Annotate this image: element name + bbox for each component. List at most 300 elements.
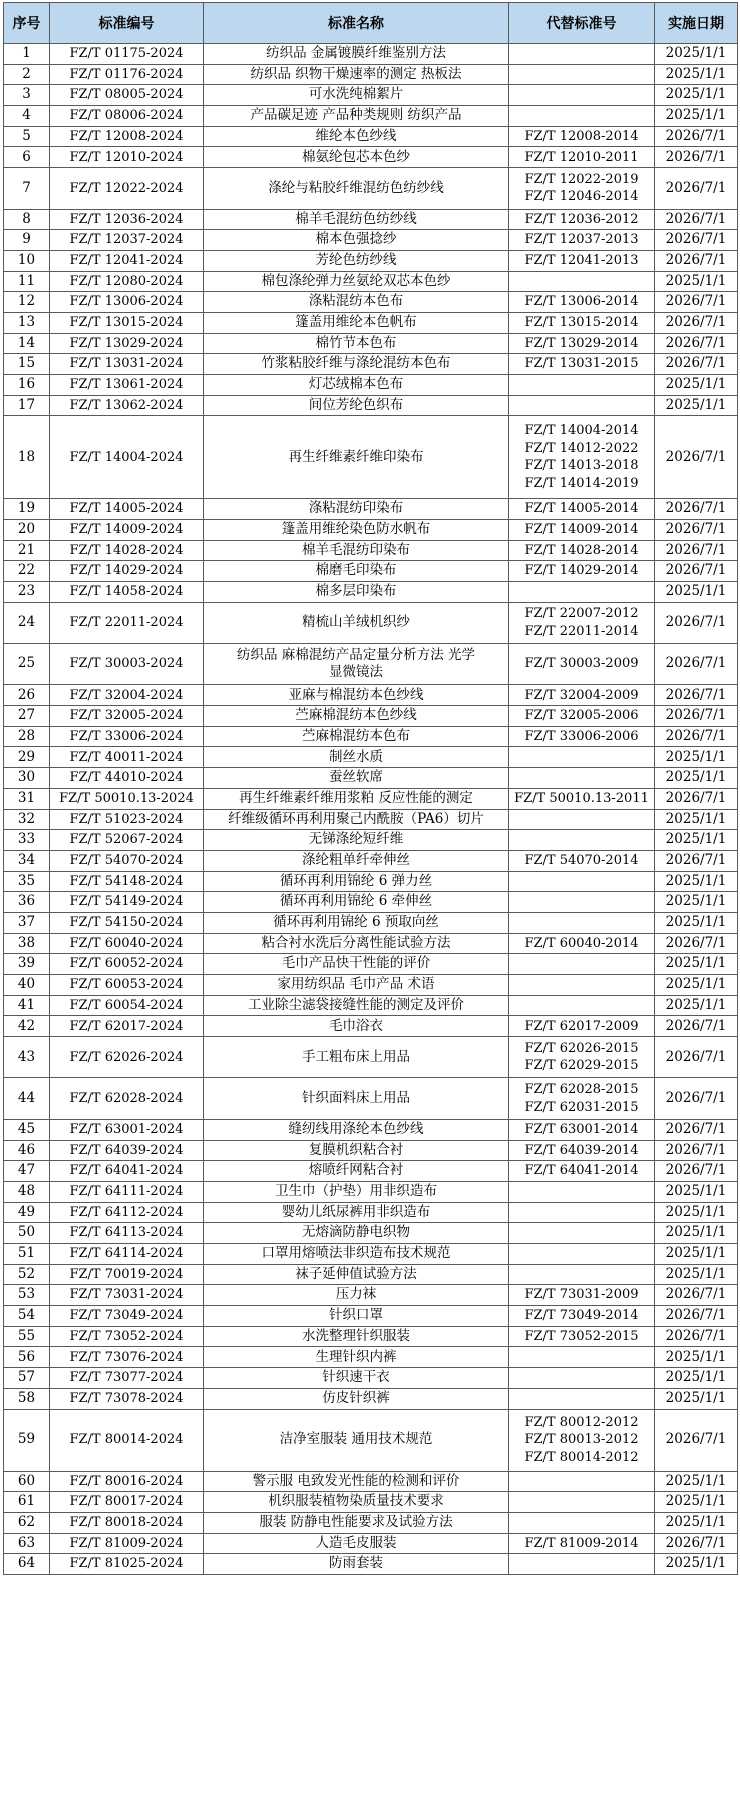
table-row [4,850,738,871]
header-standard-code: 标准编号 [50,3,204,44]
replaced-standard-code: FZ/T 73031-2009 [524,1287,639,1303]
row-serial-number: 62 [4,1512,50,1533]
row-serial-number: 40 [4,975,50,996]
row-implementation-date: 2026/7/1 [655,850,738,871]
row-standard-name: 复膜机织粘合衬 [204,1140,509,1161]
row-replaced-standard [509,250,655,271]
row-implementation-date: 2025/1/1 [655,1554,738,1575]
row-standard-name: 制丝水质 [204,747,509,768]
row-replaced-standard [509,768,655,789]
row-standard-name: 再生纤维素纤维用浆粕 反应性能的测定 [204,788,509,809]
replaced-standard-code: FZ/T 14014-2019 [524,475,639,491]
row-standard-code: FZ/T 64112-2024 [50,1202,204,1223]
row-replaced-standard [509,1202,655,1223]
table-row [4,1306,738,1327]
table-row [4,954,738,975]
row-standard-name: 篷盖用维纶染色防水帆布 [204,519,509,540]
row-standard-name: 压力袜 [204,1285,509,1306]
row-standard-name: 维纶本色纱线 [204,126,509,147]
row-standard-code: FZ/T 60054-2024 [50,995,204,1016]
table-row [4,788,738,809]
table-row [4,375,738,396]
row-replaced-standard [509,850,655,871]
row-replaced-standard [509,830,655,851]
table-row [4,1244,738,1265]
row-serial-number: 42 [4,1016,50,1037]
row-standard-name: 针织口罩 [204,1306,509,1327]
table-row [4,1533,738,1554]
row-serial-number: 41 [4,995,50,1016]
table-row [4,892,738,913]
row-standard-name: 手工粗布床上用品 [204,1037,509,1078]
replaced-standard-code: FZ/T 14028-2014 [524,542,639,558]
table-row [4,44,738,65]
row-standard-code: FZ/T 80016-2024 [50,1471,204,1492]
row-standard-name: 棉多层印染布 [204,581,509,602]
row-standard-name: 机织服装植物染质量技术要求 [204,1492,509,1513]
row-serial-number: 13 [4,312,50,333]
table-row [4,602,738,643]
row-standard-name: 灯芯绒棉本色布 [204,375,509,396]
standard-name-line: 纺织品 麻棉混纺产品定量分析方法 光学 [236,646,476,663]
row-implementation-date: 2026/7/1 [655,685,738,706]
table-row [4,168,738,209]
row-standard-name: 婴幼儿纸尿裤用非织造布 [204,1202,509,1223]
table-row [4,995,738,1016]
row-serial-number: 33 [4,830,50,851]
row-standard-name: 苎麻棉混纺本色纱线 [204,706,509,727]
replaced-standard-code: FZ/T 64039-2014 [524,1142,639,1158]
row-replaced-standard [509,147,655,168]
replaced-standard-code: FZ/T 80013-2012 [524,1432,639,1448]
row-implementation-date: 2025/1/1 [655,271,738,292]
table-row [4,1512,738,1533]
row-serial-number: 3 [4,85,50,106]
row-replaced-standard [509,1326,655,1347]
row-serial-number: 22 [4,561,50,582]
row-serial-number: 18 [4,416,50,499]
row-serial-number: 57 [4,1368,50,1389]
row-serial-number: 12 [4,292,50,313]
row-serial-number: 8 [4,209,50,230]
table-row [4,540,738,561]
row-replaced-standard [509,292,655,313]
row-replaced-standard [509,1016,655,1037]
row-serial-number: 61 [4,1492,50,1513]
row-implementation-date: 2026/7/1 [655,126,738,147]
row-implementation-date: 2026/7/1 [655,1306,738,1327]
replaced-standard-code: FZ/T 62026-2015 [524,1040,639,1056]
row-replaced-standard [509,168,655,209]
row-standard-name: 警示服 电致发光性能的检测和评价 [204,1471,509,1492]
row-standard-name: 纤维级循环再利用聚己内酰胺（PA6）切片 [204,809,509,830]
row-replaced-standard [509,975,655,996]
row-standard-name: 棉包涤纶弹力丝氨纶双芯本色纱 [204,271,509,292]
row-implementation-date: 2025/1/1 [655,995,738,1016]
row-replaced-standard [509,912,655,933]
row-serial-number: 60 [4,1471,50,1492]
row-standard-name: 间位芳纶色织布 [204,395,509,416]
row-standard-code: FZ/T 60052-2024 [50,954,204,975]
row-implementation-date: 2025/1/1 [655,1512,738,1533]
row-standard-name: 卫生巾（护垫）用非织造布 [204,1181,509,1202]
table-row [4,912,738,933]
row-serial-number: 52 [4,1264,50,1285]
row-standard-name: 针织速干衣 [204,1368,509,1389]
row-standard-code: FZ/T 13006-2024 [50,292,204,313]
row-implementation-date: 2026/7/1 [655,644,738,685]
row-standard-code: FZ/T 08005-2024 [50,85,204,106]
row-standard-code: FZ/T 22011-2024 [50,602,204,643]
row-standard-code: FZ/T 51023-2024 [50,809,204,830]
row-implementation-date: 2025/1/1 [655,871,738,892]
row-implementation-date: 2026/7/1 [655,1326,738,1347]
standards-table [3,2,738,1575]
row-replaced-standard [509,1078,655,1119]
row-serial-number: 54 [4,1306,50,1327]
replaced-standard-code: FZ/T 30003-2009 [524,656,639,672]
row-serial-number: 44 [4,1078,50,1119]
row-replaced-standard [509,1140,655,1161]
row-implementation-date: 2026/7/1 [655,230,738,251]
row-standard-name: 蚕丝软席 [204,768,509,789]
row-standard-code: FZ/T 40011-2024 [50,747,204,768]
row-standard-name: 涤纶粗单纤牵伸丝 [204,850,509,871]
row-replaced-standard [509,44,655,65]
row-implementation-date: 2025/1/1 [655,912,738,933]
row-replaced-standard [509,685,655,706]
row-standard-name: 纺织品 织物干燥速率的测定 热板法 [204,64,509,85]
replaced-standard-code: FZ/T 13029-2014 [524,335,639,351]
row-serial-number: 46 [4,1140,50,1161]
row-standard-code: FZ/T 13015-2024 [50,312,204,333]
table-row [4,106,738,127]
row-serial-number: 20 [4,519,50,540]
row-standard-name: 防雨套装 [204,1554,509,1575]
table-row [4,1471,738,1492]
table-row [4,230,738,251]
row-standard-code: FZ/T 64111-2024 [50,1181,204,1202]
row-standard-code: FZ/T 64113-2024 [50,1223,204,1244]
header-serial-number: 序号 [4,3,50,44]
replaced-standard-code: FZ/T 32005-2006 [524,708,639,724]
row-standard-code: FZ/T 60053-2024 [50,975,204,996]
row-standard-code: FZ/T 54149-2024 [50,892,204,913]
row-standard-code: FZ/T 12010-2024 [50,147,204,168]
row-standard-code: FZ/T 44010-2024 [50,768,204,789]
row-replaced-standard [509,230,655,251]
row-implementation-date: 2025/1/1 [655,768,738,789]
row-serial-number: 47 [4,1161,50,1182]
row-implementation-date: 2026/7/1 [655,1409,738,1471]
replaced-standard-code: FZ/T 81009-2014 [524,1535,639,1551]
row-replaced-standard [509,271,655,292]
row-serial-number: 11 [4,271,50,292]
header-implementation-date: 实施日期 [655,3,738,44]
row-implementation-date: 2026/7/1 [655,561,738,582]
row-implementation-date: 2026/7/1 [655,354,738,375]
table-row [4,1326,738,1347]
replaced-standard-code: FZ/T 64041-2014 [524,1163,639,1179]
header-replaced-standard: 代替标准号 [509,3,655,44]
row-implementation-date: 2025/1/1 [655,1223,738,1244]
row-implementation-date: 2025/1/1 [655,1471,738,1492]
row-serial-number: 5 [4,126,50,147]
row-standard-name: 可水洗纯棉絮片 [204,85,509,106]
row-standard-name: 服装 防静电性能要求及试验方法 [204,1512,509,1533]
row-serial-number: 17 [4,395,50,416]
table-row [4,292,738,313]
row-serial-number: 6 [4,147,50,168]
row-serial-number: 58 [4,1388,50,1409]
row-replaced-standard [509,519,655,540]
row-implementation-date: 2026/7/1 [655,168,738,209]
row-implementation-date: 2025/1/1 [655,375,738,396]
table-row [4,726,738,747]
table-row [4,147,738,168]
row-implementation-date: 2026/7/1 [655,1119,738,1140]
table-row [4,809,738,830]
table-row [4,126,738,147]
table-row [4,1140,738,1161]
row-implementation-date: 2026/7/1 [655,147,738,168]
table-row [4,1161,738,1182]
row-serial-number: 53 [4,1285,50,1306]
row-replaced-standard [509,1533,655,1554]
row-replaced-standard [509,1037,655,1078]
row-replaced-standard [509,354,655,375]
row-standard-name: 毛巾产品快干性能的评价 [204,954,509,975]
row-implementation-date: 2026/7/1 [655,250,738,271]
row-replaced-standard [509,416,655,499]
row-standard-code: FZ/T 14004-2024 [50,416,204,499]
row-standard-code: FZ/T 12041-2024 [50,250,204,271]
row-standard-name: 人造毛皮服装 [204,1533,509,1554]
table-row [4,312,738,333]
table-row [4,644,738,685]
row-implementation-date: 2025/1/1 [655,1388,738,1409]
row-standard-code: FZ/T 60040-2024 [50,933,204,954]
replaced-standard-code: FZ/T 62028-2015 [524,1082,639,1098]
row-replaced-standard [509,1181,655,1202]
replaced-standard-code: FZ/T 14012-2022 [524,440,639,456]
row-standard-name: 棉本色强捻纱 [204,230,509,251]
row-replaced-standard [509,809,655,830]
row-standard-name: 再生纤维素纤维印染布 [204,416,509,499]
row-standard-code: FZ/T 54148-2024 [50,871,204,892]
row-serial-number: 51 [4,1244,50,1265]
row-standard-code: FZ/T 63001-2024 [50,1119,204,1140]
row-standard-code: FZ/T 13061-2024 [50,375,204,396]
replaced-standard-code: FZ/T 50010.13-2011 [514,790,649,806]
row-standard-code: FZ/T 12022-2024 [50,168,204,209]
row-standard-name: 精梳山羊绒机织纱 [204,602,509,643]
row-standard-name: 仿皮针织裤 [204,1388,509,1409]
replaced-standard-code: FZ/T 80014-2012 [524,1449,639,1465]
row-standard-name [204,644,509,685]
row-implementation-date: 2025/1/1 [655,1181,738,1202]
row-replaced-standard [509,1161,655,1182]
row-standard-code: FZ/T 52067-2024 [50,830,204,851]
row-replaced-standard [509,561,655,582]
row-implementation-date: 2026/7/1 [655,602,738,643]
row-implementation-date: 2026/7/1 [655,1140,738,1161]
table-row [4,1368,738,1389]
row-standard-code: FZ/T 12036-2024 [50,209,204,230]
row-standard-name: 棉羊毛混纺印染布 [204,540,509,561]
row-standard-name: 纺织品 金属镀膜纤维鉴别方法 [204,44,509,65]
row-replaced-standard [509,1119,655,1140]
row-standard-name: 棉氨纶包芯本色纱 [204,147,509,168]
row-standard-name: 篷盖用维纶本色帆布 [204,312,509,333]
row-standard-name: 口罩用熔喷法非织造布技术规范 [204,1244,509,1265]
row-standard-code: FZ/T 14058-2024 [50,581,204,602]
row-serial-number: 15 [4,354,50,375]
header-row [4,3,738,44]
row-implementation-date: 2025/1/1 [655,64,738,85]
row-replaced-standard [509,395,655,416]
row-implementation-date: 2026/7/1 [655,416,738,499]
row-replaced-standard [509,644,655,685]
row-serial-number: 26 [4,685,50,706]
row-standard-code: FZ/T 32005-2024 [50,706,204,727]
table-row [4,581,738,602]
row-standard-code: FZ/T 73049-2024 [50,1306,204,1327]
replaced-standard-code: FZ/T 14005-2014 [524,501,639,517]
replaced-standard-code: FZ/T 33006-2006 [524,728,639,744]
row-standard-name: 芳纶色纺纱线 [204,250,509,271]
row-standard-name: 循环再利用锦纶 6 牵伸丝 [204,892,509,913]
replaced-standard-code: FZ/T 13006-2014 [524,294,639,310]
replaced-standard-code: FZ/T 12010-2011 [524,149,639,165]
row-standard-name: 熔喷纤网粘合衬 [204,1161,509,1182]
table-row [4,747,738,768]
row-standard-code: FZ/T 80017-2024 [50,1492,204,1513]
row-implementation-date: 2026/7/1 [655,333,738,354]
row-implementation-date: 2026/7/1 [655,499,738,520]
row-standard-name: 生理针织内裤 [204,1347,509,1368]
row-replaced-standard [509,747,655,768]
replaced-standard-code: FZ/T 73052-2015 [524,1328,639,1344]
row-serial-number: 55 [4,1326,50,1347]
row-serial-number: 10 [4,250,50,271]
row-serial-number: 7 [4,168,50,209]
replaced-standard-code: FZ/T 14029-2014 [524,563,639,579]
row-standard-name: 针织面料床上用品 [204,1078,509,1119]
table-row [4,354,738,375]
table-row [4,830,738,851]
row-standard-name: 涤粘混纺印染布 [204,499,509,520]
row-serial-number: 24 [4,602,50,643]
table-row [4,85,738,106]
table-row [4,64,738,85]
table-row [4,1554,738,1575]
row-replaced-standard [509,333,655,354]
row-serial-number: 23 [4,581,50,602]
row-standard-code: FZ/T 50010.13-2024 [50,788,204,809]
row-serial-number: 32 [4,809,50,830]
row-implementation-date: 2025/1/1 [655,85,738,106]
row-standard-name: 涤粘混纺本色布 [204,292,509,313]
replaced-standard-code: FZ/T 62031-2015 [524,1099,639,1115]
replaced-standard-code: FZ/T 13031-2015 [524,356,639,372]
row-standard-code: FZ/T 14005-2024 [50,499,204,520]
row-implementation-date: 2025/1/1 [655,747,738,768]
row-serial-number: 45 [4,1119,50,1140]
row-implementation-date: 2025/1/1 [655,975,738,996]
row-standard-name: 涤纶与粘胶纤维混纺色纺纱线 [204,168,509,209]
row-replaced-standard [509,995,655,1016]
row-serial-number: 39 [4,954,50,975]
row-standard-name: 循环再利用锦纶 6 弹力丝 [204,871,509,892]
row-standard-code: FZ/T 73076-2024 [50,1347,204,1368]
row-implementation-date: 2026/7/1 [655,706,738,727]
row-standard-name: 棉竹节本色布 [204,333,509,354]
row-serial-number: 37 [4,912,50,933]
row-standard-code: FZ/T 80018-2024 [50,1512,204,1533]
table-row [4,519,738,540]
row-replaced-standard [509,1388,655,1409]
row-standard-code: FZ/T 64041-2024 [50,1161,204,1182]
row-standard-name: 棉羊毛混纺色纺纱线 [204,209,509,230]
row-standard-code: FZ/T 70019-2024 [50,1264,204,1285]
row-serial-number: 9 [4,230,50,251]
row-standard-code: FZ/T 14029-2024 [50,561,204,582]
row-standard-name: 粘合衬水洗后分离性能试验方法 [204,933,509,954]
row-implementation-date: 2025/1/1 [655,106,738,127]
replaced-standard-code: FZ/T 14004-2014 [524,423,639,439]
replaced-standard-code: FZ/T 12041-2013 [524,252,639,268]
row-implementation-date: 2025/1/1 [655,1264,738,1285]
row-standard-code: FZ/T 01175-2024 [50,44,204,65]
replaced-standard-code: FZ/T 14013-2018 [524,458,639,474]
row-replaced-standard [509,1223,655,1244]
row-standard-code: FZ/T 12008-2024 [50,126,204,147]
row-implementation-date: 2025/1/1 [655,1202,738,1223]
replaced-standard-code: FZ/T 12008-2014 [524,128,639,144]
replaced-standard-code: FZ/T 73049-2014 [524,1308,639,1324]
row-replaced-standard [509,726,655,747]
row-serial-number: 25 [4,644,50,685]
row-implementation-date: 2026/7/1 [655,312,738,333]
row-standard-code: FZ/T 08006-2024 [50,106,204,127]
row-serial-number: 2 [4,64,50,85]
row-implementation-date: 2026/7/1 [655,209,738,230]
row-serial-number: 35 [4,871,50,892]
row-serial-number: 64 [4,1554,50,1575]
row-replaced-standard [509,1285,655,1306]
row-serial-number: 29 [4,747,50,768]
row-serial-number: 49 [4,1202,50,1223]
row-replaced-standard [509,540,655,561]
table-row [4,975,738,996]
row-implementation-date: 2025/1/1 [655,581,738,602]
replaced-standard-code: FZ/T 62017-2009 [524,1018,639,1034]
row-replaced-standard [509,499,655,520]
row-replaced-standard [509,892,655,913]
table-row [4,333,738,354]
row-standard-code: FZ/T 32004-2024 [50,685,204,706]
row-replaced-standard [509,581,655,602]
row-implementation-date: 2025/1/1 [655,1244,738,1265]
row-serial-number: 30 [4,768,50,789]
row-implementation-date: 2025/1/1 [655,1347,738,1368]
replaced-standard-code: FZ/T 12022-2019 [524,171,639,187]
row-serial-number: 4 [4,106,50,127]
row-standard-code: FZ/T 81025-2024 [50,1554,204,1575]
row-replaced-standard [509,933,655,954]
row-serial-number: 50 [4,1223,50,1244]
